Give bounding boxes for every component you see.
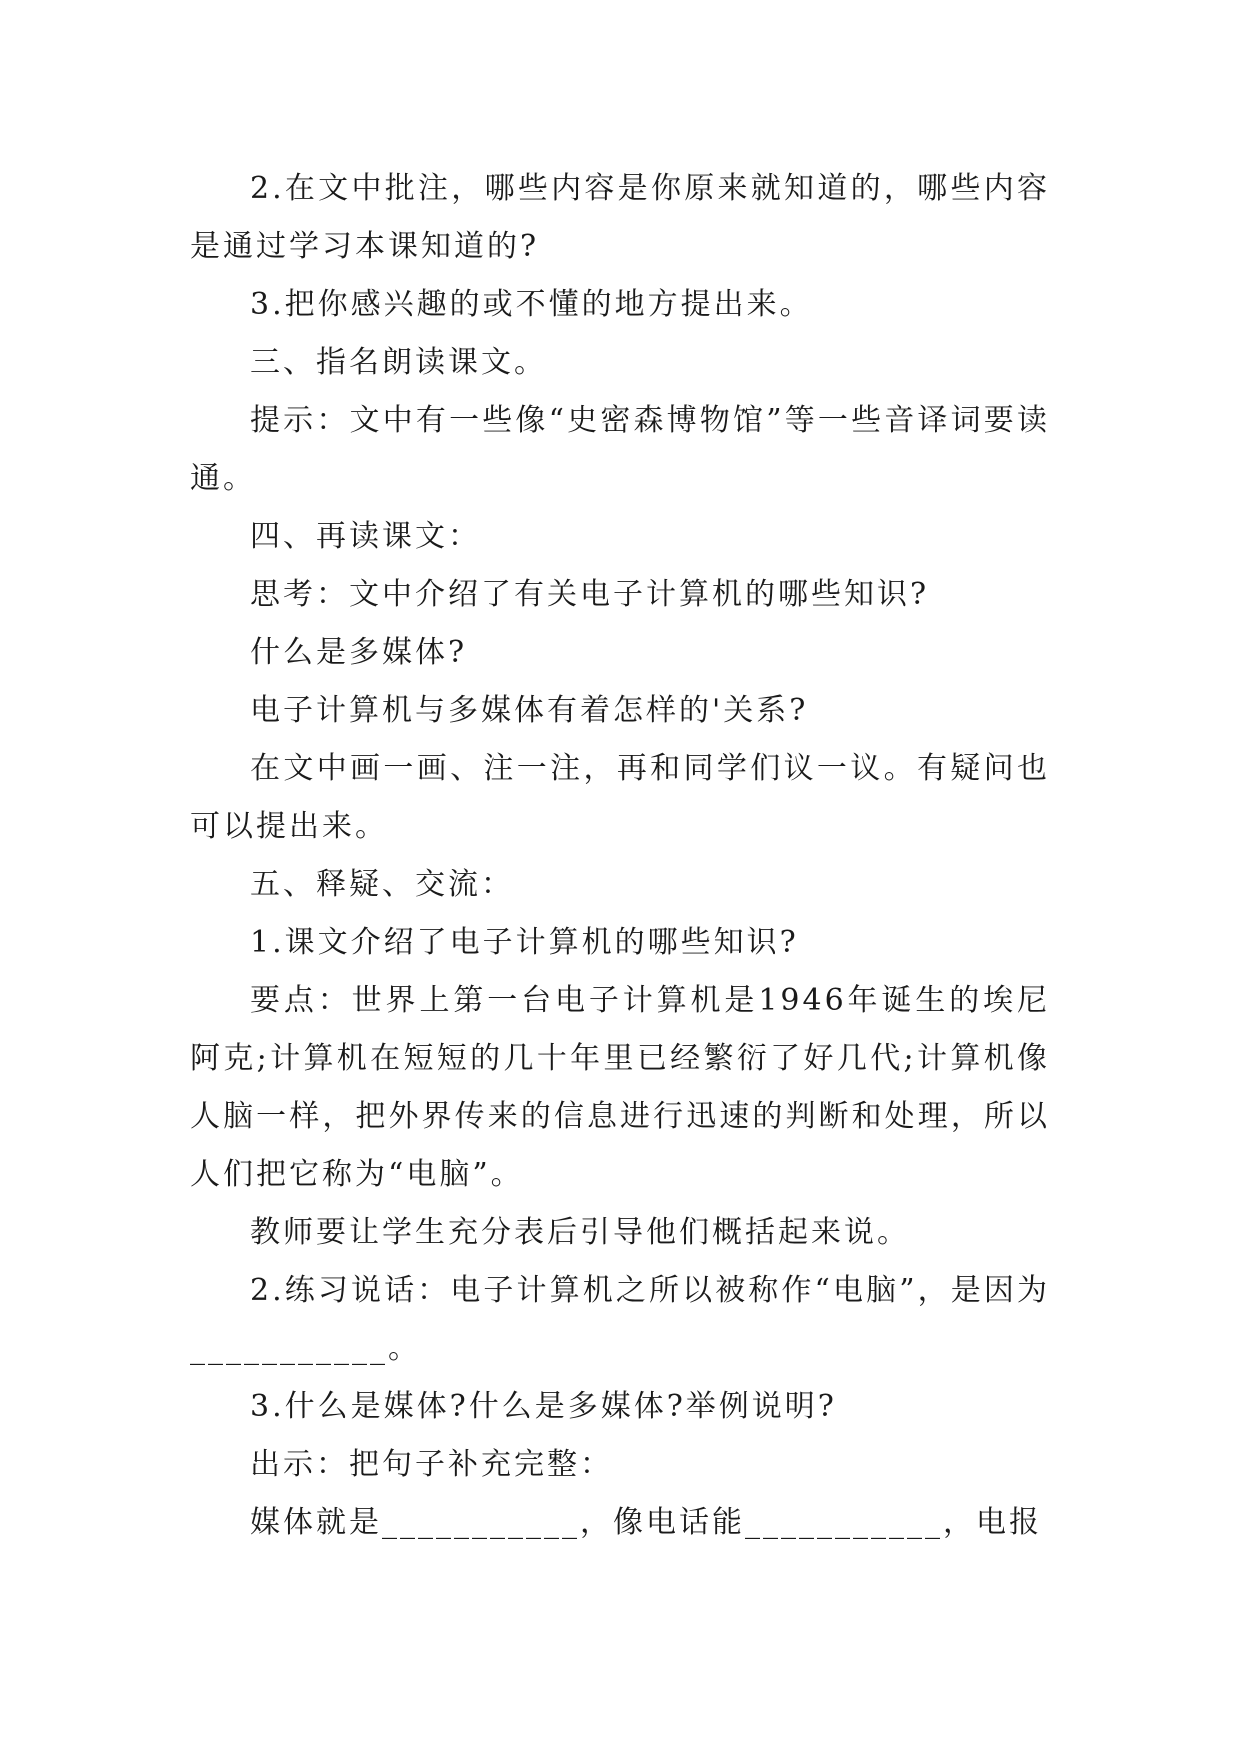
section-heading: 四、再读课文：: [250, 519, 481, 554]
paragraph: 3.把你感兴趣的或不懂的地方提出来。: [250, 287, 813, 322]
paragraph: 什么是多媒体?: [250, 635, 468, 670]
paragraph: 要点：世界上第一台电子计算机是1946年诞生的埃尼阿克;计算机在短短的几十年里已经繁衍了好几代;计算机像人脑一样，把外界传来的信息进行迅速的判断和处理，所以人们把它称为“电脑”。: [190, 983, 1050, 1192]
paragraph: 2.练习说话：电子计算机之所以被称作“电脑”，是因为___________。: [190, 1273, 1050, 1366]
paragraph: 1.课文介绍了电子计算机的哪些知识?: [250, 925, 799, 960]
paragraph: 媒体就是___________，像电话能___________，电报: [250, 1505, 1042, 1540]
paragraph: 在文中画一画、注一注，再和同学们议一议。有疑问也可以提出来。: [190, 751, 1050, 844]
paragraph: 思考：文中介绍了有关电子计算机的哪些知识?: [250, 577, 930, 612]
paragraph: 2.在文中批注，哪些内容是你原来就知道的，哪些内容是通过学习本课知道的?: [190, 171, 1050, 264]
paragraph: 提示：文中有一些像“史密森博物馆”等一些音译词要读通。: [190, 403, 1050, 496]
paragraph: 3.什么是媒体?什么是多媒体?举例说明?: [250, 1389, 837, 1424]
paragraph: 电子计算机与多媒体有着怎样的'关系?: [250, 693, 809, 728]
section-heading: 三、指名朗读课文。: [250, 345, 547, 380]
paragraph: 出示：把句子补充完整：: [250, 1447, 613, 1482]
paragraph: 教师要让学生充分表后引导他们概括起来说。: [250, 1215, 910, 1250]
document-body: [190, 160, 1050, 1552]
section-heading: 五、释疑、交流：: [250, 867, 514, 902]
